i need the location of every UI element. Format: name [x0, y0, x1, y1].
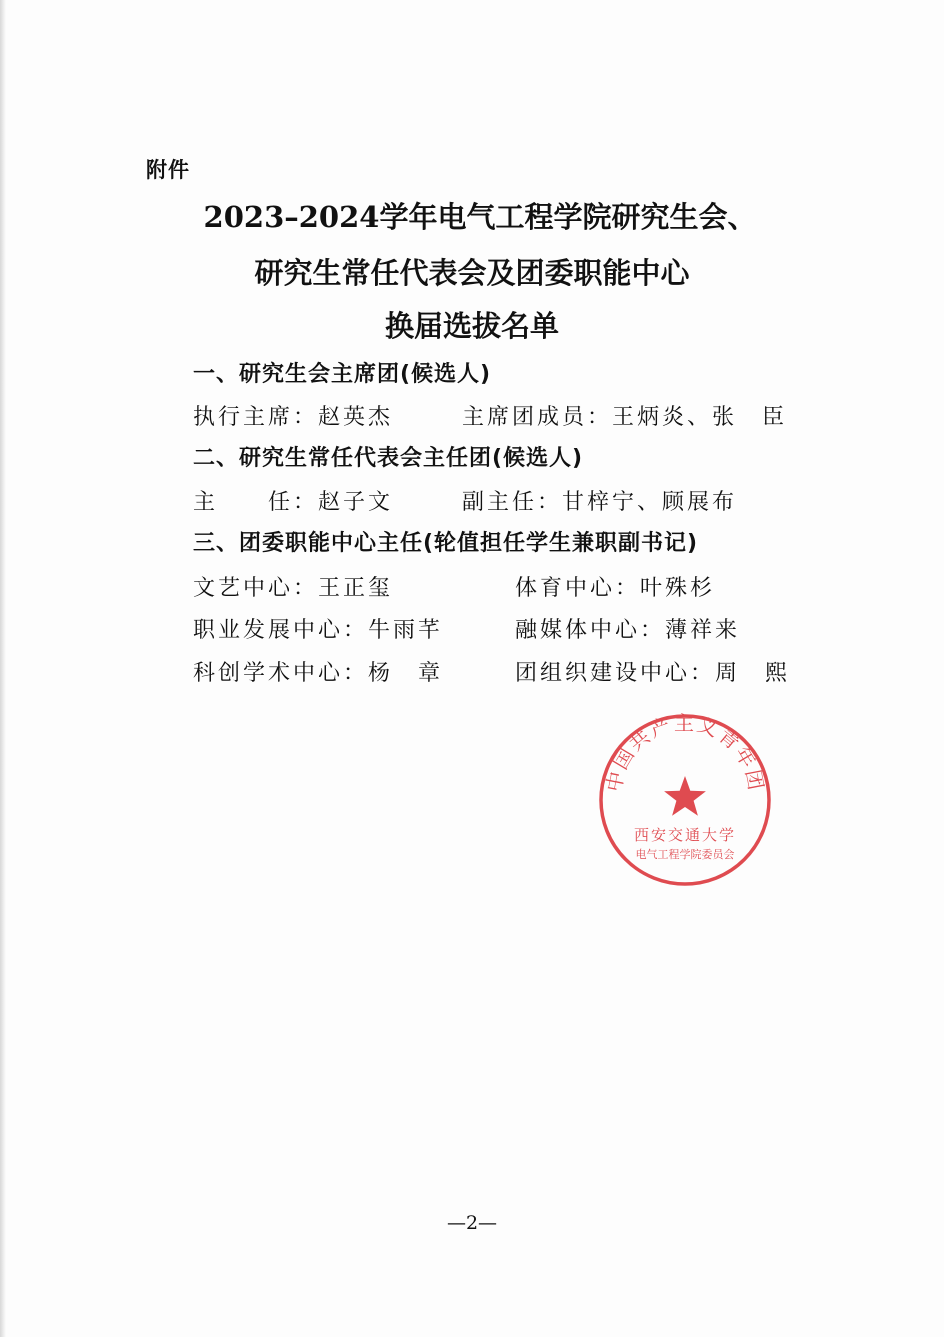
list-item-presidium-members: [462, 400, 787, 431]
seal-outer-text: 中国共产主义青年团: [601, 711, 769, 794]
person-name: 叶殊杉: [640, 576, 716, 601]
person-name: 周 熙: [715, 661, 791, 686]
section-heading-2: 二、研究生常任代表会主任团(候选人): [193, 446, 584, 471]
person-name: 牛雨芊: [368, 618, 444, 643]
list-item-sports-center: [515, 571, 715, 602]
role-label: 主席团成员：: [462, 405, 613, 430]
list-item-research-center: [193, 656, 443, 687]
scan-edge-shadow: [0, 0, 6, 1337]
person-name: 赵子文: [318, 490, 394, 515]
attachment-label: 附件: [146, 158, 190, 182]
role-label: 融媒体中心：: [515, 618, 666, 643]
role-label: 副主任：: [462, 490, 563, 515]
seal-inner-text-1: 西安交通大学: [633, 826, 737, 844]
list-item-executive-chair: [193, 400, 393, 431]
list-item-director: [193, 485, 393, 516]
section-heading-3: 三、团委职能中心主任(轮值担任学生兼职副书记): [193, 531, 699, 556]
seal-body: [601, 711, 769, 884]
role-label: 执行主席：: [193, 405, 319, 430]
person-name: 甘梓宁、顾展布: [562, 490, 738, 515]
person-name: 赵英杰: [318, 405, 394, 430]
page-number: —2—: [446, 1212, 498, 1234]
title-line-3: 换届选拔名单: [384, 309, 559, 343]
person-name: 薄祥来: [665, 618, 741, 643]
section-heading-1: 一、研究生会主席团(候选人): [193, 362, 492, 387]
star-icon: [664, 776, 706, 816]
list-item-career-center: [193, 613, 443, 644]
person-name: 杨 章: [368, 661, 444, 686]
role-label: 团组织建设中心：: [515, 661, 716, 686]
title-line-1: 2023–2024学年电气工程学院研究生会、: [203, 200, 757, 234]
person-name: 王炳炎、张 臣: [612, 405, 788, 430]
role-label: 体育中心：: [515, 576, 641, 601]
official-seal: [595, 710, 775, 890]
person-name: 王正玺: [318, 576, 394, 601]
list-item-arts-center: [193, 571, 393, 602]
seal-inner-text-2: 电气工程学院委员会: [635, 848, 735, 861]
role-label: 文艺中心：: [193, 576, 319, 601]
list-item-deputy-director: [462, 485, 737, 516]
role-label: 职业发展中心：: [193, 618, 369, 643]
list-item-media-center: [515, 613, 740, 644]
list-item-league-building-center: [515, 656, 790, 687]
role-label: 科创学术中心：: [193, 661, 369, 686]
title-line-2: 研究生常任代表会及团委职能中心: [254, 256, 690, 290]
role-label: 主 任：: [193, 490, 319, 515]
